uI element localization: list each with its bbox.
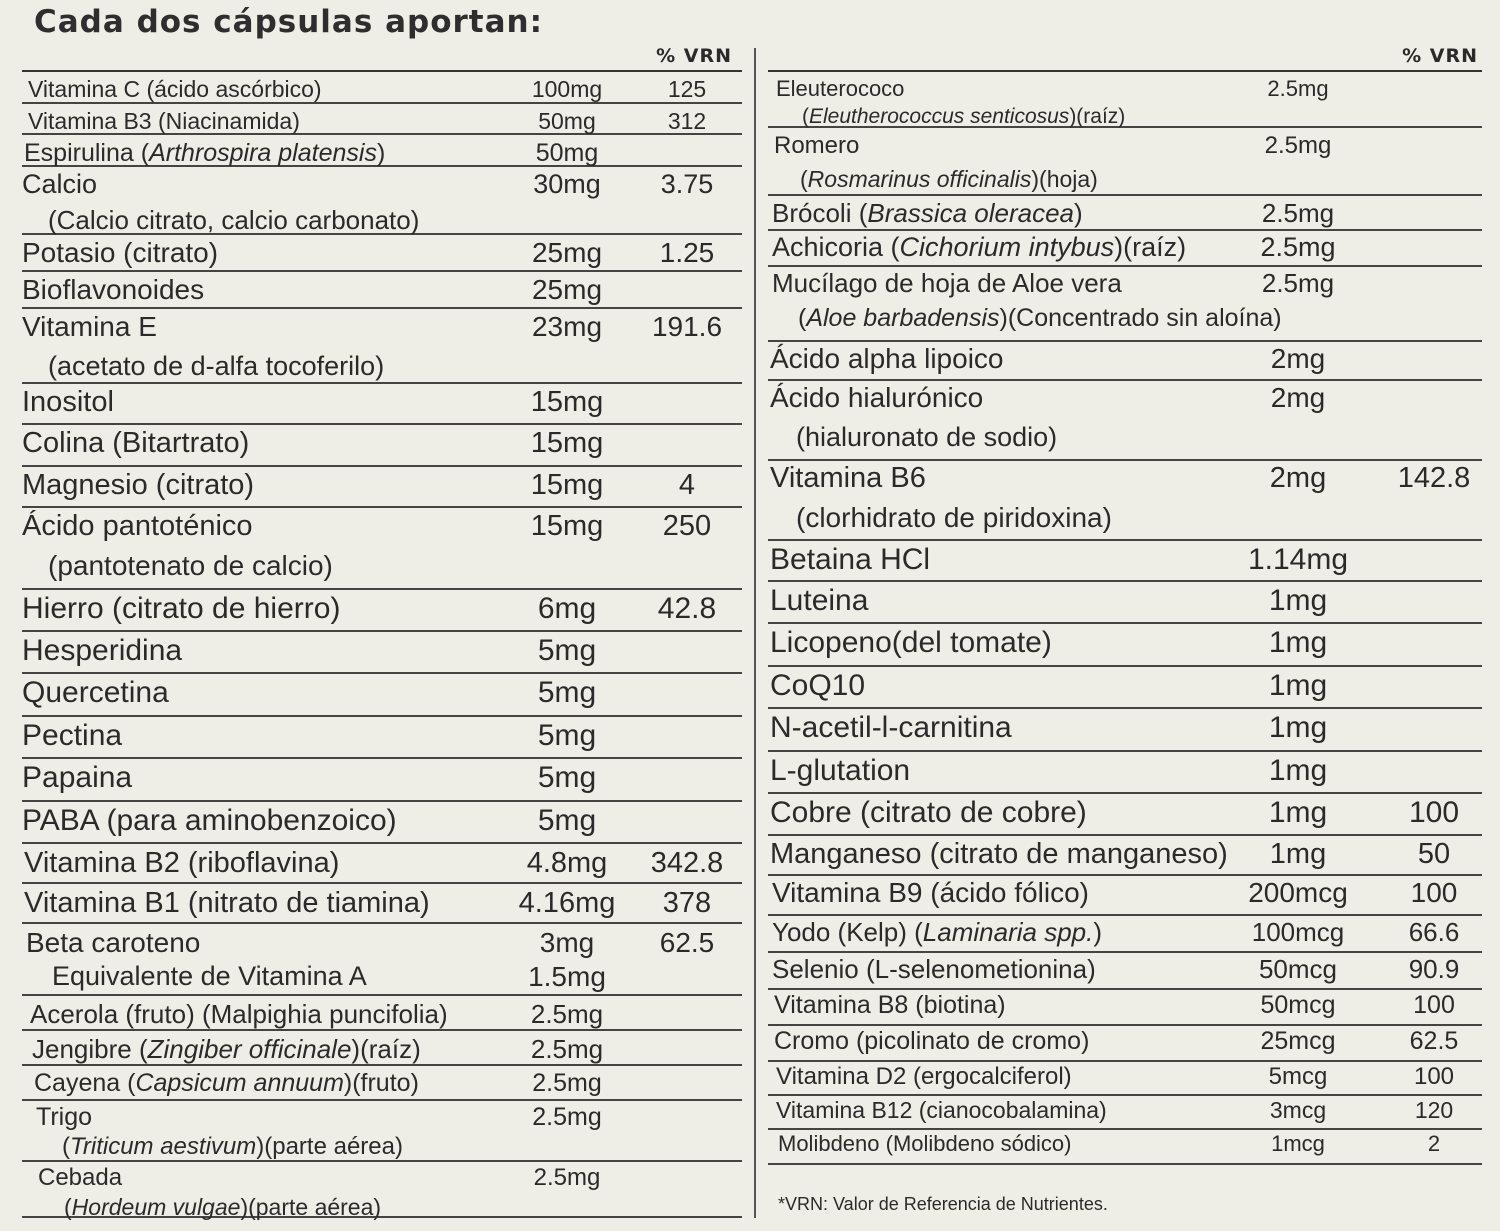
nutrient-name-part: Cayena ( [34, 1069, 136, 1097]
nutrient-name-part: Cobre (citrato de cobre) [770, 796, 1087, 829]
nutrient-vrn: 2 [1427, 1131, 1441, 1156]
nutrient-name-part: Ácido hialurónico [770, 382, 984, 413]
nutrient-vrn: 100 [1413, 991, 1455, 1019]
nutrient-amount: 100mcg [1251, 917, 1345, 947]
nutrient-row [22, 1066, 742, 1101]
nutrient-name [770, 628, 1052, 658]
nutrient-amount: 2mg [1269, 462, 1327, 494]
nutrient-name [22, 763, 132, 793]
nutrient-name-part: Luteina [770, 584, 869, 617]
nutrient-name [22, 806, 397, 836]
nutrient-name [34, 1071, 419, 1096]
nutrient-vrn: 142.8 [1397, 462, 1471, 494]
nutrient-name [28, 78, 322, 101]
nutrient-name [770, 713, 1012, 743]
nutrient-row [768, 342, 1482, 381]
nutrient-name [22, 429, 249, 458]
nutrient-subtitle-part: ( [798, 304, 807, 332]
nutrient-name-part: Jengibre ( [32, 1034, 148, 1064]
nutrient-name [772, 956, 1096, 982]
nutrient-name-part: Brassica oleracea [867, 198, 1075, 228]
nutrient-name-part: N-acetil-l-carnitina [770, 711, 1012, 744]
nutrient-name-part: Espirulina ( [24, 139, 150, 167]
nutrient-amount: 6mg [537, 592, 597, 625]
nutrient-name-part: Vitamina B3 (Niacinamida) [28, 108, 300, 134]
nutrient-row [768, 836, 1482, 876]
nutrient-row [22, 235, 742, 272]
nutrient-name-part: Zingiber officinale [147, 1034, 352, 1064]
nutrient-vrn: 42.8 [657, 592, 717, 625]
nutrient-name-part: Vitamina E [22, 311, 157, 342]
nutrient-name-part: Cichorium intybus [899, 232, 1115, 262]
nutrient-vrn: 4 [678, 469, 696, 501]
nutrient-amount: 2.5mg [1261, 198, 1335, 228]
nutrient-row [768, 196, 1482, 231]
nutrient-name-part: Hesperidina [22, 634, 183, 667]
nutrient-amount: 1mcg [1271, 1131, 1325, 1156]
nutrient-name-part: Bioflavonoides [22, 274, 205, 305]
nutrient-name-part: Betaina HCl [770, 543, 931, 576]
nutrient-subtitle [796, 504, 1112, 532]
nutrient-row [22, 844, 742, 884]
nutrient-row [22, 135, 742, 167]
nutrient-name-part: Romero [774, 132, 860, 159]
nutrient-amount: 4.8mg [526, 847, 608, 879]
nutrient-amount: 1mg [1269, 838, 1327, 870]
nutrient-name-part: Vitamina B6 [770, 462, 926, 494]
nutrient-name-part: )(raíz) [1114, 232, 1187, 262]
nutrient-row [22, 72, 742, 104]
nutrient-amount: 25mg [531, 237, 603, 268]
nutrient-name-part: Arthrospira platensis [149, 139, 377, 167]
nutrient-row [768, 1026, 1482, 1062]
nutrient-subtitle-part: (clorhidrato de piridoxina) [796, 502, 1112, 533]
nutrient-name-part: Vitamina B12 (cianocobalamina) [776, 1097, 1107, 1123]
nutrient-name [778, 1133, 1072, 1155]
nutrient-vrn: 100 [1408, 796, 1460, 829]
nutrient-amount: 15mg [530, 510, 604, 542]
nutrient-amount: 50mg [538, 108, 596, 134]
nutrient-vrn: 250 [662, 510, 712, 542]
nutrient-name-part: Cebada [38, 1164, 123, 1191]
nutrient-name-part: Vitamina D2 (ergocalciferol) [776, 1063, 1072, 1090]
nutrient-name-part: ) [1074, 198, 1083, 228]
nutrient-row [22, 1031, 742, 1066]
nutrient-name-part: Laminaria spp. [922, 917, 1094, 947]
nutrient-name [28, 110, 300, 133]
nutrient-name-part: L-glutation [770, 754, 911, 787]
nutrient-amount: 50mg [535, 139, 599, 167]
nutrient-vrn: 3.75 [660, 169, 714, 199]
nutrient-row [768, 916, 1482, 953]
nutrient-name-part: Ácido pantoténico [22, 510, 253, 542]
nutrient-row [768, 128, 1482, 196]
nutrient-name-part: Inositol [22, 386, 114, 418]
nutrient-name [22, 678, 169, 708]
vrn-column-header: % VRN [656, 45, 732, 67]
nutrient-vrn: 50 [1417, 838, 1451, 870]
nutrient-vrn: 62.5 [659, 927, 715, 958]
nutrient-row [22, 384, 742, 425]
nutrient-subtitle [62, 1135, 403, 1159]
nutrient-amount: 50mcg [1258, 954, 1338, 984]
nutrient-name-part: Vitamina B1 (nitrato de tiamina) [24, 887, 430, 919]
nutrient-name-part: Molibdeno (Molibdeno sódico) [778, 1131, 1072, 1156]
nutrient-name [774, 134, 859, 158]
nutrient-name-part: Achicoria ( [772, 232, 900, 262]
nutrient-subtitle [802, 106, 1125, 127]
nutrient-amount: 2mg [1270, 382, 1326, 413]
nutrient-row [22, 759, 742, 802]
nutrient-row [768, 709, 1482, 752]
nutrient-name-part: Ácido alpha lipoico [770, 343, 1004, 374]
nutrient-amount: 2.5mg [532, 1103, 602, 1131]
nutrient-name [22, 512, 253, 541]
nutrient-name [22, 594, 340, 624]
nutrient-name [22, 388, 114, 417]
nutrient-name [22, 636, 182, 666]
nutrient-subtitle-part: ( [802, 105, 809, 128]
nutrient-name-part: Trigo [36, 1103, 93, 1131]
nutrient-row [768, 582, 1482, 624]
nutrient-amount: 30mg [533, 169, 601, 199]
nutrient-name-part: Licopeno(del tomate) [770, 626, 1052, 659]
nutrient-amount: 2.5mg [533, 1164, 601, 1191]
nutrient-subtitle-part: Equivalente de Vitamina A [52, 961, 367, 991]
nutrient-subtitle-part: ( [62, 1133, 70, 1160]
nutrient-amount: 5mg [537, 804, 597, 837]
nutrient-vrn: 125 [667, 76, 707, 102]
nutrient-subtitle [52, 963, 367, 990]
nutrient-subtitle-part: (pantotenato de calcio) [48, 550, 333, 581]
page-title: Cada dos cápsulas aportan: [34, 4, 543, 40]
nutrient-name-part: Acerola (fruto) (Malpighia puncifolia) [30, 999, 448, 1029]
nutrient-name-part: Cromo (picolinato de cromo) [774, 1027, 1090, 1055]
nutrient-name-part: )(raíz) [351, 1034, 421, 1064]
nutrient-subtitle-part: ( [64, 1194, 72, 1220]
right-table-body [768, 72, 1482, 1165]
nutrient-row [768, 624, 1482, 667]
nutrient-row [768, 876, 1482, 916]
nutrient-name-part: Hierro (citrato de hierro) [22, 592, 341, 625]
nutrient-row [22, 508, 742, 590]
nutrient-vrn: 191.6 [651, 311, 723, 342]
nutrient-name-part: Pectina [22, 719, 123, 752]
nutrient-name [770, 671, 865, 701]
nutrient-vrn: 378 [662, 887, 712, 919]
nutrient-subtitle-part: )(Concentrado sin aloína) [999, 304, 1282, 332]
nutrient-amount: 1mg [1268, 669, 1328, 702]
nutrient-name-part: Colina (Bitartrato) [22, 427, 250, 459]
nutrient-vrn: 62.5 [1409, 1027, 1459, 1055]
nutrient-amount: 1.14mg [1247, 543, 1349, 576]
nutrient-subtitle-part: Aloe barbadensis [806, 304, 1000, 332]
nutrient-row [768, 752, 1482, 794]
nutrient-subtitle-part: Hordeum vulgae [71, 1194, 241, 1220]
nutrient-name [774, 1029, 1089, 1054]
nutrient-name-part: Vitamina B9 (ácido fólico) [772, 877, 1089, 908]
nutrient-row [22, 1162, 742, 1218]
nutrient-row [22, 590, 742, 632]
nutrient-amount: 1mg [1268, 754, 1328, 787]
nutrient-subtitle-part: (Calcio citrato, calcio carbonato) [48, 205, 420, 235]
nutrient-row [22, 1101, 742, 1162]
nutrient-name [22, 171, 97, 198]
nutrient-vrn: 100 [1410, 877, 1458, 908]
nutrient-amount: 2mg [1270, 343, 1326, 374]
nutrient-name-part: )(fruto) [343, 1069, 419, 1097]
nutrient-subtitle-part: )(parte aérea) [256, 1133, 403, 1160]
nutrient-row [22, 632, 742, 674]
nutrient-name-part: Brócoli ( [772, 198, 868, 228]
nutrient-amount: 3mcg [1269, 1097, 1327, 1123]
nutrient-amount: 15mg [530, 427, 604, 459]
nutrient-amount: 2.5mg [530, 999, 604, 1029]
nutrient-subtitle [64, 1196, 381, 1219]
nutrient-vrn: 120 [1414, 1097, 1454, 1123]
nutrient-name-part: PABA (para aminobenzoico) [22, 804, 397, 837]
nutrient-sub-amount: 1.5mg [528, 961, 606, 992]
nutrient-amount: 5mg [537, 676, 597, 709]
nutrient-subtitle [48, 353, 384, 380]
nutrient-row [22, 674, 742, 717]
vrn-column-header: % VRN [1402, 45, 1478, 67]
nutrient-row [22, 802, 742, 844]
nutrient-amount: 2.5mg [1264, 132, 1332, 159]
nutrient-vrn: 1.25 [659, 237, 715, 268]
nutrient-name-part: Manganeso (citrato de manganeso) [770, 838, 1228, 870]
nutrient-row [768, 461, 1482, 541]
nutrient-name [772, 234, 1186, 261]
nutrient-name [22, 471, 254, 500]
nutrient-name-part: Quercetina [22, 676, 169, 709]
nutrient-name [38, 1166, 122, 1190]
nutrient-name-part: Selenio (L-selenometionina) [772, 954, 1096, 984]
nutrient-name [776, 1065, 1072, 1089]
nutrient-subtitle-part: )(raíz) [1069, 105, 1126, 128]
nutrient-name-part: Calcio [22, 169, 98, 199]
nutrient-row [22, 309, 742, 384]
nutrient-amount: 25mg [531, 274, 603, 305]
nutrient-name-part: Vitamina B8 (biotina) [774, 991, 1006, 1019]
nutrient-vrn: 100 [1413, 1063, 1455, 1090]
nutrient-name-part: Magnesio (citrato) [22, 469, 255, 501]
nutrient-subtitle-part: ( [800, 166, 808, 192]
nutrient-amount: 200mcg [1248, 877, 1348, 908]
nutrient-name [776, 78, 904, 100]
nutrient-row [22, 104, 742, 135]
nutrient-name [22, 276, 204, 304]
left-nutrient-table [22, 40, 742, 1218]
nutrient-row [22, 884, 742, 924]
nutrient-row [768, 381, 1482, 461]
nutrient-amount: 3mg [539, 927, 595, 958]
nutrient-row [768, 794, 1482, 836]
nutrient-amount: 2.5mg [1261, 268, 1335, 298]
nutrient-row [22, 996, 742, 1031]
nutrient-subtitle [796, 424, 1057, 451]
nutrient-row [768, 1062, 1482, 1096]
nutrient-subtitle-part: Eleutherococcus senticosus [809, 105, 1070, 128]
nutrient-amount: 1mg [1268, 584, 1328, 617]
nutrient-name-part: Capsicum annuum [135, 1069, 344, 1097]
nutrient-name [770, 464, 926, 493]
nutrient-name-part: ) [1093, 917, 1103, 947]
nutrient-row [768, 1130, 1482, 1165]
nutrient-amount: 1mg [1268, 796, 1328, 829]
nutrient-amount: 1mg [1268, 626, 1328, 659]
nutrient-amount: 15mg [530, 386, 604, 418]
nutrient-amount: 5mg [537, 719, 597, 752]
nutrient-row [768, 541, 1482, 582]
nutrient-vrn: 66.6 [1408, 917, 1460, 947]
nutrient-amount: 5mg [537, 634, 597, 667]
nutrient-amount: 2.5mg [1267, 76, 1329, 101]
nutrient-amount: 5mg [537, 761, 597, 794]
nutrient-name [772, 200, 1083, 226]
nutrient-name [770, 798, 1087, 828]
nutrient-row [768, 267, 1482, 342]
nutrient-amount: 50mcg [1260, 991, 1336, 1019]
nutrient-name [24, 889, 430, 918]
nutrient-name [26, 929, 200, 957]
nutrient-amount: 2.5mg [532, 1069, 602, 1097]
nutrient-row [22, 272, 742, 309]
nutrient-name [770, 756, 910, 786]
nutrient-name-part: Vitamina C (ácido ascórbico) [28, 76, 322, 102]
nutrient-row [768, 72, 1482, 128]
nutrient-name [22, 239, 218, 267]
nutrient-row [768, 990, 1482, 1026]
nutrient-name-part: Beta caroteno [26, 927, 201, 958]
nutrient-vrn: 312 [667, 108, 707, 134]
nutrient-name-part: CoQ10 [770, 669, 866, 702]
left-table-header [22, 40, 742, 72]
nutrient-row [768, 667, 1482, 709]
nutrient-name-part: Yodo (Kelp) ( [772, 917, 923, 947]
nutrient-subtitle [798, 306, 1282, 331]
nutrient-name [774, 993, 1006, 1018]
nutrient-row [22, 167, 742, 235]
nutrient-amount: 2.5mg [530, 1034, 604, 1064]
nutrient-subtitle-part: )(hoja) [1031, 166, 1098, 192]
nutrient-name-part: Vitamina B2 (riboflavina) [24, 847, 340, 879]
nutrient-name [770, 384, 983, 412]
nutrient-name [772, 879, 1089, 907]
right-table-header [768, 40, 1482, 72]
nutrient-name [32, 1036, 421, 1062]
nutrient-amount: 5mcg [1268, 1063, 1328, 1090]
nutrient-name-part: ) [376, 139, 386, 167]
nutrient-name [24, 849, 339, 878]
nutrient-row [768, 1096, 1482, 1130]
nutrient-vrn: 90.9 [1408, 954, 1460, 984]
nutrient-amount: 100mg [531, 76, 603, 102]
nutrient-name [22, 721, 122, 751]
nutrient-name [770, 840, 1228, 869]
nutrient-row [768, 231, 1482, 267]
nutrient-subtitle-part: (hialuronato de sodio) [796, 422, 1058, 452]
nutrient-name-part: Mucílago de hoja de Aloe vera [772, 268, 1122, 298]
nutrient-name-part: Eleuterococo [776, 76, 905, 101]
nutrient-row [22, 717, 742, 759]
nutrient-name [22, 313, 157, 341]
nutrient-name [30, 1001, 448, 1027]
nutrient-subtitle-part: Triticum aestivum [70, 1133, 257, 1160]
nutrient-name [770, 345, 1004, 373]
nutrient-amount: 15mg [530, 469, 604, 501]
right-nutrient-table [768, 40, 1482, 1165]
nutrient-row [768, 953, 1482, 990]
nutrient-amount: 25mcg [1260, 1027, 1336, 1055]
nutrient-subtitle-part: )(parte aérea) [240, 1194, 382, 1220]
nutrient-amount: 1mg [1268, 711, 1328, 744]
nutrient-name-part: Papaina [22, 761, 133, 794]
nutrient-name [772, 919, 1102, 945]
nutrient-subtitle [800, 168, 1098, 191]
nutrient-subtitle [48, 552, 333, 580]
nutrient-name [24, 141, 385, 166]
nutrient-name-part: Potasio (citrato) [22, 237, 219, 268]
nutrient-subtitle [48, 207, 419, 233]
left-table-body [22, 72, 742, 1218]
nutrient-name [770, 545, 930, 575]
column-divider [754, 48, 756, 1218]
nutrient-amount: 2.5mg [1260, 232, 1336, 262]
nutrient-subtitle-part: (acetato de d-alfa tocoferilo) [48, 351, 385, 381]
nutrient-name [36, 1105, 92, 1130]
nutrient-row [22, 467, 742, 508]
nutrient-vrn: 342.8 [650, 847, 724, 879]
nutrient-amount: 4.16mg [518, 887, 616, 919]
footnote: *VRN: Valor de Referencia de Nutrientes. [778, 1194, 1108, 1214]
nutrient-amount: 23mg [531, 311, 603, 342]
nutrient-row [22, 924, 742, 996]
nutrient-name [770, 586, 868, 616]
nutrient-subtitle-part: Rosmarinus officinalis [807, 166, 1032, 192]
nutrient-name [776, 1099, 1107, 1122]
nutrient-row [22, 425, 742, 467]
nutrient-name [772, 270, 1122, 296]
